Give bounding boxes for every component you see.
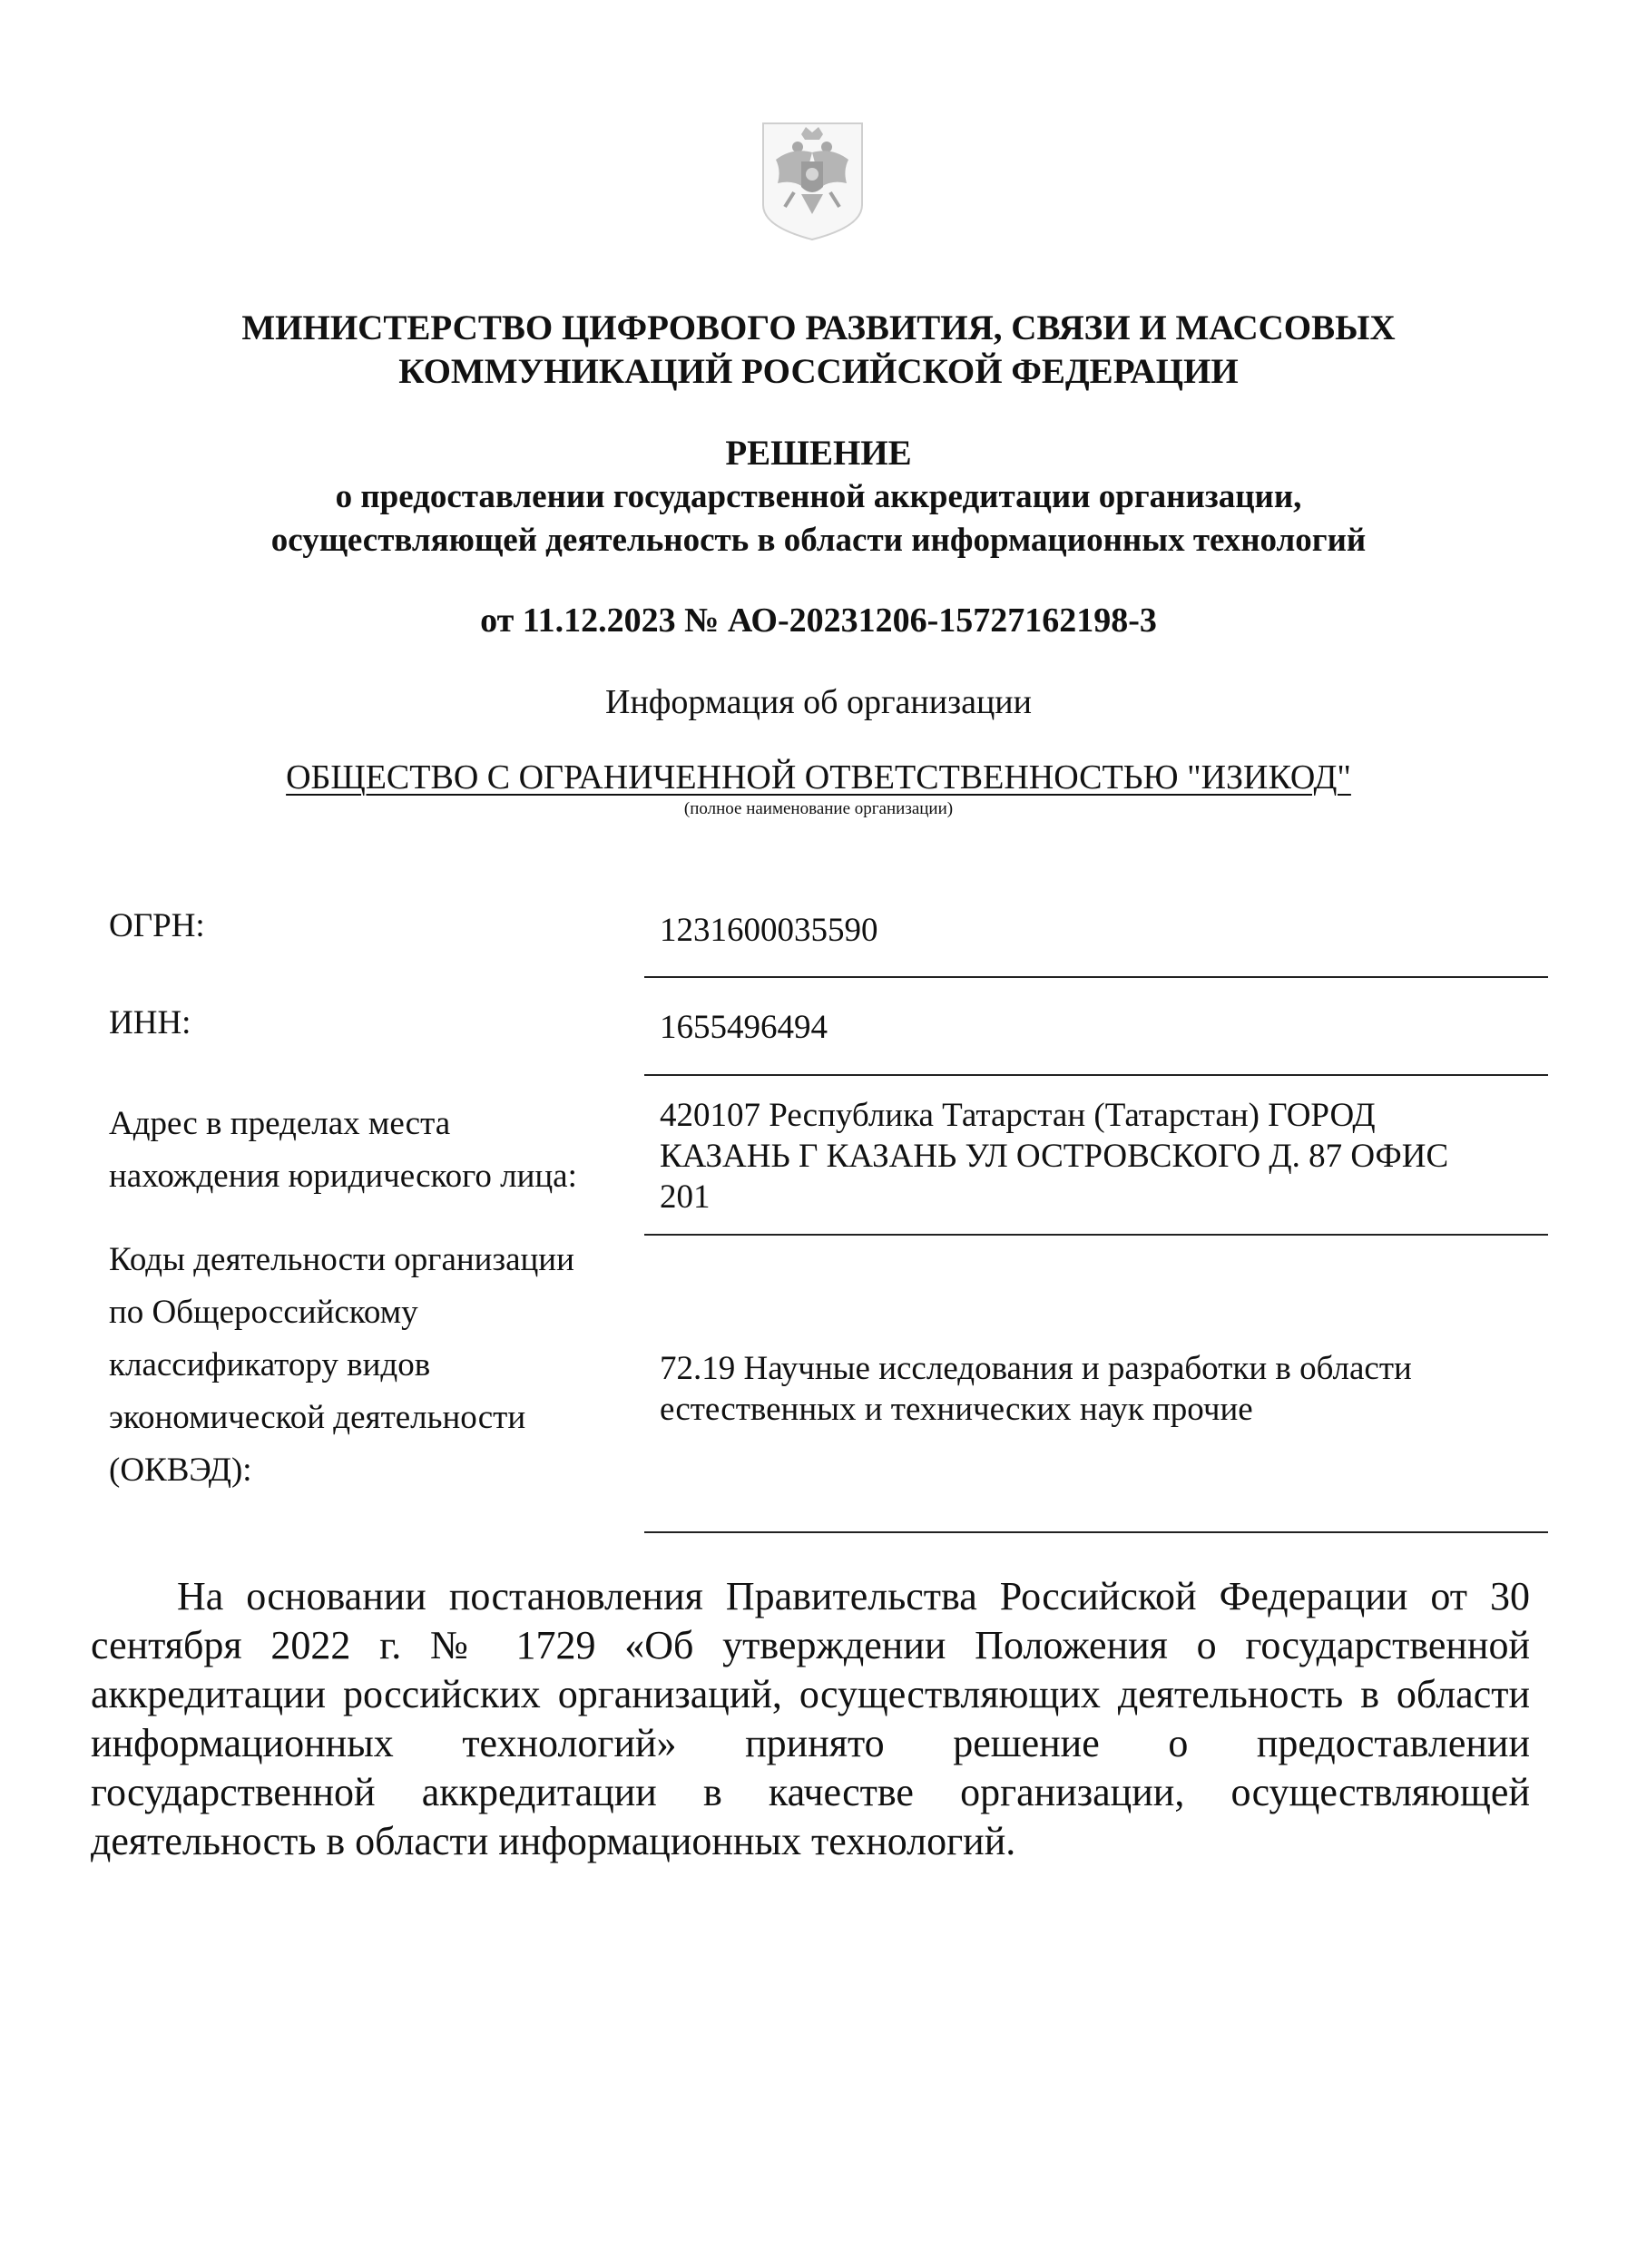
address-value-line-1: 420107 Республика Татарстан (Татарстан) ГОРОД <box>660 1097 1376 1134</box>
decision-body-paragraph: На основании постановления Правительства Российской Федерации от 30 сентября 2022 г. № 1729 «Об утверждении Положения о государственной аккредитации российских организаций, осуществляющих деятельность в области информационных технологий» принято решение о предоставлении государственной аккредитации в качестве организации, осуществляющей деятельность в области информационных технологий. <box>91 1574 1530 1863</box>
organization-full-name-text: ОБЩЕСТВО С ОГРАНИЧЕННОЙ ОТВЕТСТВЕННОСТЬЮ "ИЗИКОД" <box>286 758 1351 797</box>
okved-value-line-1: 72.19 Научные исследования и разработки в области <box>660 1350 1412 1387</box>
inn-label: ИНН: <box>109 1004 191 1041</box>
organization-name-caption: (полное наименование организации) <box>683 799 954 818</box>
decision-subtitle-line-1: о предоставлении государственной аккредитации организации, <box>335 478 1302 515</box>
address-value-line-3: 201 <box>660 1178 711 1216</box>
address-label-line-2: нахождения юридического лица: <box>109 1158 577 1195</box>
address-divider <box>644 1234 1548 1236</box>
okved-label-line-2: по Общероссийскому <box>109 1294 418 1331</box>
organization-full-name <box>0 756 1637 799</box>
okved-label-line-3: классификатору видов <box>109 1346 431 1383</box>
organization-info-heading: Информация об организации <box>605 683 1032 721</box>
okved-divider <box>644 1531 1548 1533</box>
decision-subtitle-line-2: осуществляющей деятельность в области информационных технологий <box>270 522 1367 559</box>
decision-number: от 11.12.2023 № АО-20231206-15727162198-3 <box>480 601 1157 640</box>
address-label <box>109 1098 635 1203</box>
decision-subtitle <box>0 475 1637 562</box>
okved-label-line-4: экономической деятельности <box>109 1399 526 1436</box>
okved-value <box>660 1348 1531 1430</box>
okved-label-line-1: Коды деятельности организации <box>109 1241 574 1278</box>
ministry-line-2: КОММУНИКАЦИЙ РОССИЙСКОЙ ФЕДЕРАЦИИ <box>398 352 1239 391</box>
address-value-line-2: КАЗАНЬ Г КАЗАНЬ УЛ ОСТРОВСКОГО Д. 87 ОФИС <box>660 1138 1449 1175</box>
decision-title: РЕШЕНИЕ <box>725 434 912 473</box>
inn-divider <box>644 1074 1548 1076</box>
ogrn-divider <box>644 976 1548 978</box>
ogrn-value: 1231600035590 <box>660 912 878 949</box>
address-value <box>660 1095 1531 1217</box>
okved-label <box>109 1234 635 1497</box>
ogrn-label: ОГРН: <box>109 907 205 944</box>
okved-value-line-2: естественных и технических наук прочие <box>660 1391 1253 1428</box>
coat-of-arms-icon <box>756 116 869 243</box>
okved-label-line-5: (ОКВЭД): <box>109 1452 252 1489</box>
inn-value: 1655496494 <box>660 1009 828 1046</box>
address-label-line-1: Адрес в пределах места <box>109 1105 451 1142</box>
ministry-name <box>0 307 1637 394</box>
ministry-line-1: МИНИСТЕРСТВО ЦИФРОВОГО РАЗВИТИЯ, СВЯЗИ И МАССОВЫХ <box>241 308 1396 347</box>
